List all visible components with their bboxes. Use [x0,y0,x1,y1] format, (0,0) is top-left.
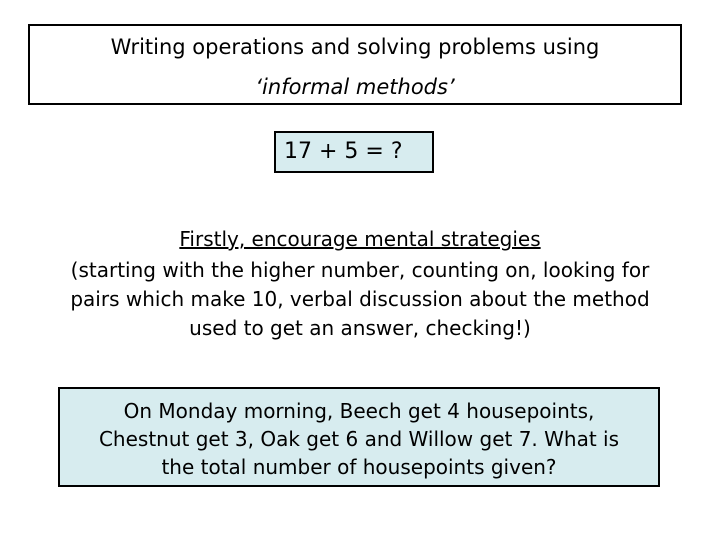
strategy-line: pairs which make 10, verbal discussion about the method [70,287,650,311]
problem-line: the total number of housepoints given? [161,455,557,479]
title-box [28,24,682,105]
problem-line: Chestnut get 3, Oak get 6 and Willow get 7. What is [98,427,620,451]
strategy-line: (starting with the higher number, counting on, looking for [70,258,650,282]
title-line: Writing operations and solving problems using [110,35,600,59]
strategy-line: used to get an answer, checking!) [189,316,531,340]
problem-line: On Monday morning, Beech get 4 housepoints, [123,399,595,423]
strategy-heading: Firstly, encourage mental strategies [179,227,541,251]
equation-box: 17 + 5 = ? [274,131,434,173]
word-problem-box [58,387,660,487]
subtitle-line: ‘informal methods’ [255,75,455,99]
strategy-description [20,256,700,343]
